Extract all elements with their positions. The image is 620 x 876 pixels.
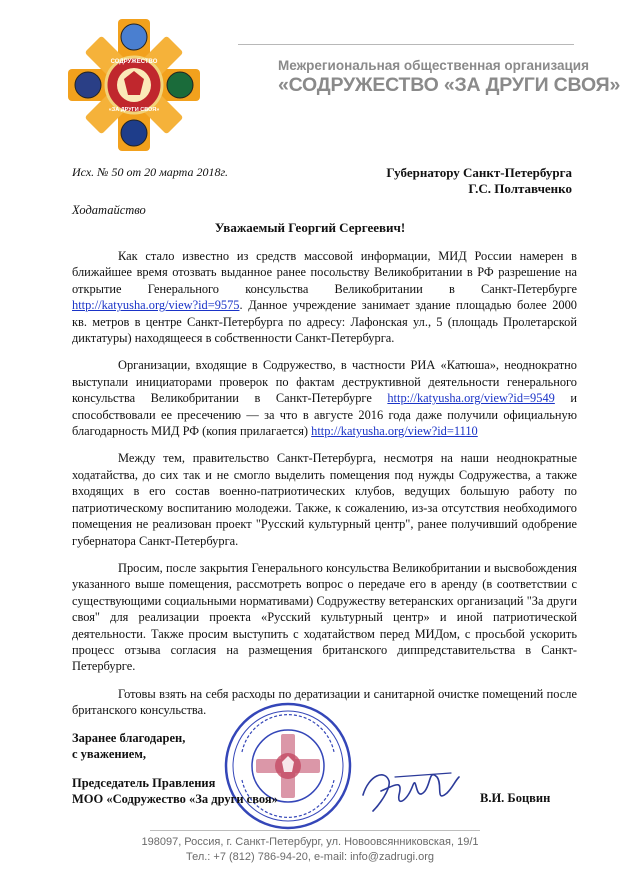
signer-position-line-1: Председатель Правления: [72, 776, 216, 790]
footer-contacts: Тел.: +7 (812) 786-94-20, e-mail: info@zadrugi.org: [185, 851, 435, 863]
paragraph-1-text-a: Как стало известно из средств массовой информации, МИД России намерен в ближайшее время отозвать выданное ранее посольству Великобритании в РФ разрешение на открытие Генерального консульства Великобритании в Санкт-Петербурге: [72, 249, 577, 296]
paragraph-2-text-b: и способствовали ее пресечению — за что в августе 2016 года даже получили официальную благодарность МИД РФ (копия прилагается): [72, 391, 578, 439]
organization-type: Межрегиональная общественная организация: [278, 58, 589, 73]
paragraph-2-text-a: Организации, входящие в Содружество, в частности РИА «Катюша», неоднократно выступали инициаторами проверок по фактам деструктивной деятельности генерального консульства Великобритании в Санкт-Петербурге: [72, 358, 577, 406]
katyusha-link-9549[interactable]: http://katyusha.org/view?id=9549: [387, 391, 555, 406]
closing-line-1: Заранее благодарен,: [72, 731, 186, 745]
logo-anchor-medallion: [121, 120, 147, 146]
addressee-title: Губернатору Санкт-Петербурга: [386, 165, 572, 180]
salutation: Уважаемый Георгий Сергеевич!: [214, 220, 406, 235]
paragraph-1: [72, 248, 577, 346]
signer-name: В.И. Боцвин: [480, 791, 551, 805]
closing-line-2: с уважением,: [72, 747, 146, 761]
paragraph-5: Готовы взять на себя расходы по дератизации и санитарной очистке помещений после британского консульства.: [72, 686, 577, 718]
footer-divider: [150, 830, 480, 831]
logo-text-bottom: «ЗА ДРУГИ СВОЯ»: [108, 107, 160, 113]
signer-position: [72, 775, 278, 807]
katyusha-link-9575[interactable]: http://katyusha.org/view?id=9575: [72, 298, 240, 313]
logo-star-medallion: [167, 72, 193, 98]
paragraph-2: [72, 357, 577, 439]
handwritten-signature: [355, 755, 465, 820]
paragraph-3: Между тем, правительство Санкт-Петербурга, несмотря на наши неоднократные ходатайства, до сих так и не смогло выделить помещения под нужды Содружества, а также входящих в его состав военно-патриотических клубов, ведущих большую работу по патриотическому воспитанию молодежи. Также, к сожалению, из-за отсутствия необходимого помещения не реализован проект "Русский культурный центр", ранее получивший одобрение губернатора Санкт-Петербурга.: [72, 451, 577, 548]
outgoing-reference: Исх. № 50 от 20 марта 2018г.: [72, 165, 228, 179]
paragraph-1-text-b: . Данное учреждение занимает здание площадью более 2000 кв. метров в центре Санкт-Петербурга по адресу: Лафонская ул., 5 (площадь Пролетарской диктатуры) находящееся в собственности Санкт-Петербурга.: [72, 298, 577, 346]
organization-emblem-logo: [66, 17, 202, 153]
header-divider: [238, 44, 574, 45]
footer-address: 198097, Россия, г. Санкт-Петербург, ул. Новоовсянниковская, 19/1: [141, 836, 479, 848]
document-type-label: Ходатайство: [72, 203, 146, 217]
addressee-name: Г.С. Полтавченко: [468, 181, 572, 196]
logo-text-top: СОДРУЖЕСТВО: [110, 59, 158, 65]
logo-parachute-medallion: [121, 24, 147, 50]
logo-eagle-medallion: [75, 72, 101, 98]
closing: [72, 730, 185, 762]
signer-position-line-2: МОО «Содружество «За други своя»: [72, 792, 278, 806]
letter-body: [72, 248, 577, 730]
katyusha-link-1110[interactable]: http://katyusha.org/view?id=1110: [311, 424, 478, 439]
round-seal-stamp: [222, 700, 354, 832]
paragraph-4: Просим, после закрытия Генерального консульства Великобритании и высвобождения указанного выше помещения, рассмотреть вопрос о передаче его в аренду (в соответствии с существующими социальными нормативами) Содружеству ветеранских организаций "За други своя" для реализации проекта «Русский культурный центр» и иной патриотической деятельности. Также просим выступить с ходатайством перед МИДом, с просьбой ускорить процесс отзыва согласия на размещения британского диппредставительства в Санкт-Петербурге.: [72, 560, 577, 674]
organization-name: «СОДРУЖЕСТВО «ЗА ДРУГИ СВОЯ»: [278, 74, 620, 96]
